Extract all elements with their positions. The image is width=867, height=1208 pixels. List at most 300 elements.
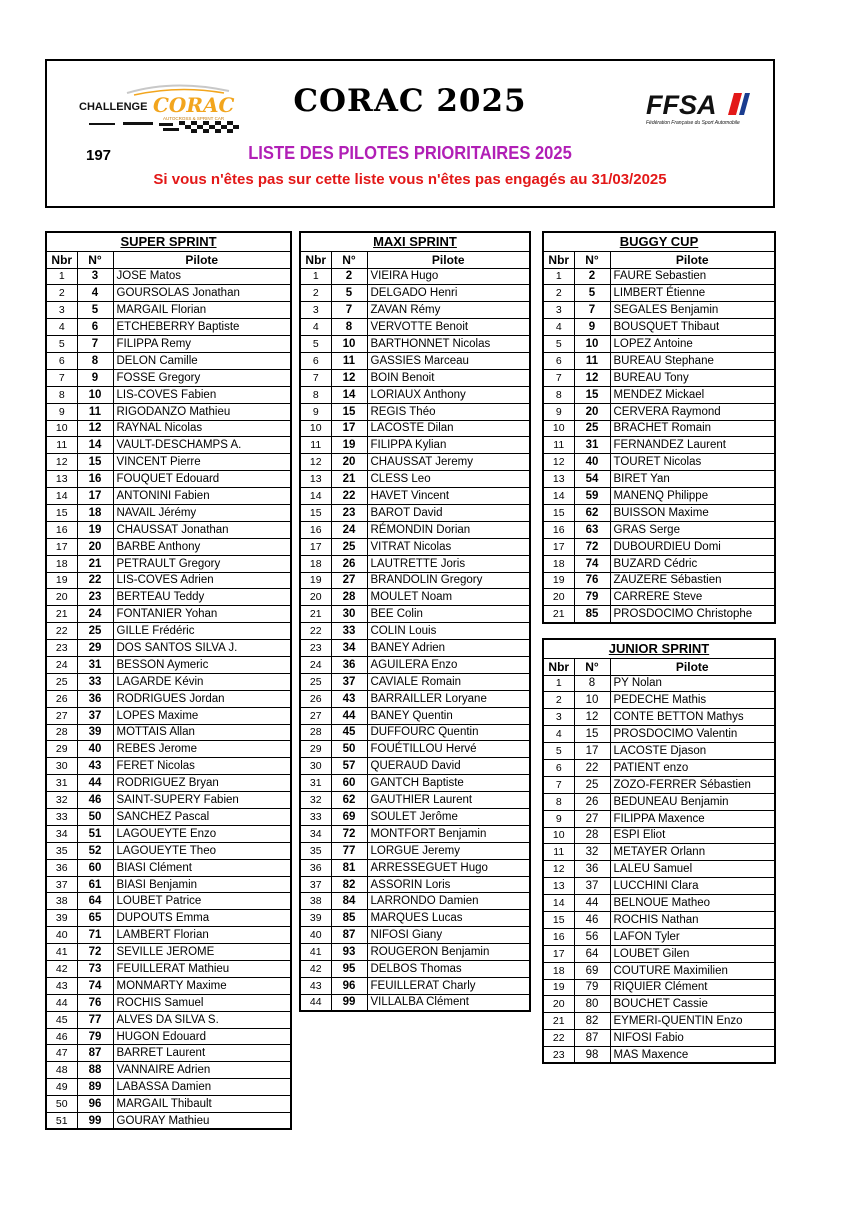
- race-number: 43: [77, 758, 113, 775]
- pilot-name: PEDECHE Mathis: [610, 692, 775, 709]
- table-row: [46, 420, 291, 437]
- table-row: [543, 827, 775, 844]
- table-row: [46, 488, 291, 505]
- table-row: [46, 859, 291, 876]
- race-number: 76: [77, 994, 113, 1011]
- pilot-name: MARQUES Lucas: [367, 910, 530, 927]
- row-index: 4: [300, 319, 331, 336]
- race-number: 65: [77, 910, 113, 927]
- column-header-pilot: Pilote: [610, 658, 775, 675]
- table-row: [300, 792, 530, 809]
- table-row: [543, 979, 775, 996]
- pilot-name: REGIS Théo: [367, 403, 530, 420]
- pilot-name: CERVERA Raymond: [610, 403, 775, 420]
- row-index: 25: [300, 673, 331, 690]
- row-index: 2: [300, 285, 331, 302]
- race-number: 27: [331, 572, 367, 589]
- pilot-name: VANNAIRE Adrien: [113, 1062, 291, 1079]
- row-index: 15: [543, 911, 574, 928]
- pilot-name: FEUILLERAT Charly: [367, 977, 530, 994]
- pilot-name: HAVET Vincent: [367, 488, 530, 505]
- table-row: [46, 285, 291, 302]
- pilot-name: ROCHIS Samuel: [113, 994, 291, 1011]
- race-number: 79: [77, 1028, 113, 1045]
- pilot-name: FILIPPA Maxence: [610, 810, 775, 827]
- pilot-name: PROSDOCIMO Christophe: [610, 606, 775, 623]
- row-index: 32: [46, 792, 77, 809]
- pilot-name: COLIN Louis: [367, 623, 530, 640]
- table-row: [46, 673, 291, 690]
- pilot-name: AGUILERA Enzo: [367, 656, 530, 673]
- pilot-name: LOUBET Patrice: [113, 893, 291, 910]
- pilot-name: ROCHIS Nathan: [610, 911, 775, 928]
- row-index: 15: [543, 504, 574, 521]
- pilot-name: MOULET Noam: [367, 589, 530, 606]
- corac-logo-word1: CHALLENGE: [79, 101, 148, 113]
- row-index: 45: [46, 1011, 77, 1028]
- table-row: [300, 741, 530, 758]
- table-row: [46, 1096, 291, 1113]
- table-row: [543, 1013, 775, 1030]
- pilot-name: FOUQUET Edouard: [113, 471, 291, 488]
- table-row: [543, 302, 775, 319]
- row-index: 34: [46, 825, 77, 842]
- column-header-number: N°: [77, 251, 113, 268]
- race-number: 17: [574, 743, 610, 760]
- row-index: 1: [543, 675, 574, 692]
- table-row: [46, 1011, 291, 1028]
- pilot-name: NAVAIL Jérémy: [113, 504, 291, 521]
- pilot-name: BOIN Benoit: [367, 369, 530, 386]
- pilot-name: RAYNAL Nicolas: [113, 420, 291, 437]
- pilot-name: PETRAULT Gregory: [113, 555, 291, 572]
- pilot-name: VITRAT Nicolas: [367, 538, 530, 555]
- pilot-name: BIASI Clément: [113, 859, 291, 876]
- row-index: 48: [46, 1062, 77, 1079]
- table-row: [300, 994, 530, 1011]
- row-index: 14: [543, 895, 574, 912]
- row-index: 21: [46, 606, 77, 623]
- pilot-name: LALEU Samuel: [610, 861, 775, 878]
- pilot-name: JOSE Matos: [113, 268, 291, 285]
- table-row: [46, 724, 291, 741]
- race-number: 11: [331, 352, 367, 369]
- table-row: [300, 454, 530, 471]
- table-row: [46, 994, 291, 1011]
- table-row: [543, 810, 775, 827]
- column-header-number: N°: [331, 251, 367, 268]
- table-row: [300, 825, 530, 842]
- column-header-number: N°: [574, 658, 610, 675]
- table-row: [300, 352, 530, 369]
- table-row: [543, 675, 775, 692]
- table-row: [300, 977, 530, 994]
- pilot-name: FILIPPA Kylian: [367, 437, 530, 454]
- race-number: 20: [331, 454, 367, 471]
- table-row: [543, 336, 775, 353]
- row-index: 18: [300, 555, 331, 572]
- race-number: 57: [331, 758, 367, 775]
- row-index: 25: [46, 673, 77, 690]
- table-row: [46, 792, 291, 809]
- pilot-name: PATIENT enzo: [610, 759, 775, 776]
- table-row: [300, 961, 530, 978]
- row-index: 31: [300, 775, 331, 792]
- row-index: 7: [543, 776, 574, 793]
- race-number: 69: [331, 809, 367, 826]
- page-title: CORAC 2025: [293, 83, 527, 119]
- race-number: 69: [574, 962, 610, 979]
- row-index: 44: [300, 994, 331, 1011]
- row-index: 35: [46, 842, 77, 859]
- row-index: 2: [46, 285, 77, 302]
- table-row: [543, 454, 775, 471]
- table-row: [543, 776, 775, 793]
- race-number: 14: [77, 437, 113, 454]
- table-row: [46, 893, 291, 910]
- row-index: 6: [300, 352, 331, 369]
- row-index: 38: [300, 893, 331, 910]
- pilot-name: SANCHEZ Pascal: [113, 809, 291, 826]
- race-number: 76: [574, 572, 610, 589]
- row-index: 16: [543, 521, 574, 538]
- race-number: 87: [331, 927, 367, 944]
- table-row: [46, 352, 291, 369]
- pilot-name: LORGUE Jeremy: [367, 842, 530, 859]
- race-number: 52: [77, 842, 113, 859]
- race-number: 74: [77, 977, 113, 994]
- table-row: [300, 859, 530, 876]
- pilot-name: ZOZO-FERRER Sébastien: [610, 776, 775, 793]
- race-number: 36: [574, 861, 610, 878]
- table-row: [46, 454, 291, 471]
- pilot-name: FOSSE Gregory: [113, 369, 291, 386]
- race-number: 82: [574, 1013, 610, 1030]
- race-number: 46: [77, 792, 113, 809]
- race-number: 12: [574, 709, 610, 726]
- row-index: 10: [543, 827, 574, 844]
- pilot-name: BANEY Quentin: [367, 707, 530, 724]
- table-row: [46, 504, 291, 521]
- table-row: [46, 336, 291, 353]
- table-row: [46, 589, 291, 606]
- row-index: 5: [46, 336, 77, 353]
- table-row: [300, 842, 530, 859]
- race-number: 61: [77, 876, 113, 893]
- row-index: 14: [300, 488, 331, 505]
- row-index: 13: [46, 471, 77, 488]
- table-row: [300, 336, 530, 353]
- pilot-name: RODRIGUES Jordan: [113, 690, 291, 707]
- race-number: 5: [574, 285, 610, 302]
- pilot-name: GAUTHIER Laurent: [367, 792, 530, 809]
- pilot-name: CHAUSSAT Jonathan: [113, 521, 291, 538]
- pilot-name: BUREAU Stephane: [610, 352, 775, 369]
- row-index: 9: [46, 403, 77, 420]
- row-index: 14: [46, 488, 77, 505]
- row-index: 26: [46, 690, 77, 707]
- race-number: 11: [77, 403, 113, 420]
- row-index: 42: [300, 961, 331, 978]
- table-row: [543, 471, 775, 488]
- pilot-name: GOURAY Mathieu: [113, 1113, 291, 1130]
- pilot-name: FAURE Sebastien: [610, 268, 775, 285]
- pilot-name: DELON Camille: [113, 352, 291, 369]
- table-row: [46, 555, 291, 572]
- row-index: 23: [543, 1047, 574, 1064]
- race-number: 15: [574, 386, 610, 403]
- row-index: 21: [543, 606, 574, 623]
- race-number: 6: [77, 319, 113, 336]
- race-number: 25: [574, 420, 610, 437]
- table-row: [46, 302, 291, 319]
- race-number: 22: [574, 759, 610, 776]
- race-number: 72: [574, 538, 610, 555]
- race-number: 44: [77, 775, 113, 792]
- race-number: 33: [77, 673, 113, 690]
- row-index: 26: [300, 690, 331, 707]
- row-index: 8: [300, 386, 331, 403]
- pilot-name: MOTTAIS Allan: [113, 724, 291, 741]
- row-index: 42: [46, 961, 77, 978]
- table-row: [543, 319, 775, 336]
- table-row: [46, 319, 291, 336]
- pilot-name: GRAS Serge: [610, 521, 775, 538]
- race-number: 12: [77, 420, 113, 437]
- pilot-name: GASSIES Marceau: [367, 352, 530, 369]
- buggy-cup-table: [542, 231, 776, 624]
- row-index: 37: [46, 876, 77, 893]
- pilot-name: EYMERI-QUENTIN Enzo: [610, 1013, 775, 1030]
- race-number: 10: [331, 336, 367, 353]
- pilot-name: VAULT-DESCHAMPS A.: [113, 437, 291, 454]
- pilot-name: MAS Maxence: [610, 1047, 775, 1064]
- row-index: 11: [46, 437, 77, 454]
- pilot-name: FERNANDEZ Laurent: [610, 437, 775, 454]
- table-row: [300, 572, 530, 589]
- table-row: [543, 928, 775, 945]
- table-row: [46, 910, 291, 927]
- table-row: [46, 369, 291, 386]
- pilot-name: BARBE Anthony: [113, 538, 291, 555]
- race-number: 30: [331, 606, 367, 623]
- table-row: [300, 876, 530, 893]
- table-row: [46, 961, 291, 978]
- row-index: 20: [46, 589, 77, 606]
- pilot-name: ASSORIN Loris: [367, 876, 530, 893]
- race-number: 31: [77, 656, 113, 673]
- row-index: 30: [300, 758, 331, 775]
- race-number: 12: [331, 369, 367, 386]
- race-number: 25: [574, 776, 610, 793]
- row-index: 5: [543, 336, 574, 353]
- table-row: [300, 944, 530, 961]
- table-row: [543, 606, 775, 623]
- race-number: 98: [574, 1047, 610, 1064]
- race-number: 50: [331, 741, 367, 758]
- pilot-name: ANTONINI Fabien: [113, 488, 291, 505]
- table-row: [543, 420, 775, 437]
- table-row: [543, 572, 775, 589]
- row-index: 20: [543, 589, 574, 606]
- table-row: [46, 386, 291, 403]
- pilot-name: GANTCH Baptiste: [367, 775, 530, 792]
- row-index: 20: [300, 589, 331, 606]
- row-index: 24: [300, 656, 331, 673]
- row-index: 50: [46, 1096, 77, 1113]
- race-number: 60: [77, 859, 113, 876]
- table-row: [543, 437, 775, 454]
- race-number: 23: [331, 504, 367, 521]
- race-number: 10: [574, 336, 610, 353]
- row-index: 28: [46, 724, 77, 741]
- race-number: 7: [331, 302, 367, 319]
- row-index: 22: [543, 1030, 574, 1047]
- row-index: 44: [46, 994, 77, 1011]
- row-index: 3: [300, 302, 331, 319]
- pilot-name: ETCHEBERRY Baptiste: [113, 319, 291, 336]
- race-number: 54: [574, 471, 610, 488]
- race-number: 24: [77, 606, 113, 623]
- race-number: 2: [331, 268, 367, 285]
- table-row: [46, 606, 291, 623]
- pilot-name: LARRONDO Damien: [367, 893, 530, 910]
- race-number: 33: [331, 623, 367, 640]
- pilot-name: VERVOTTE Benoit: [367, 319, 530, 336]
- pilot-name: ZAVAN Rémy: [367, 302, 530, 319]
- race-number: 15: [331, 403, 367, 420]
- column-header-pilot: Pilote: [113, 251, 291, 268]
- pilot-name: LAGARDE Kévin: [113, 673, 291, 690]
- table-row: [46, 809, 291, 826]
- row-index: 17: [300, 538, 331, 555]
- race-number: 23: [77, 589, 113, 606]
- row-index: 11: [300, 437, 331, 454]
- row-index: 7: [543, 369, 574, 386]
- table-row: [300, 640, 530, 657]
- table-row: [543, 488, 775, 505]
- race-number: 8: [77, 352, 113, 369]
- pilot-name: ARRESSEGUET Hugo: [367, 859, 530, 876]
- table-row: [46, 1062, 291, 1079]
- row-index: 1: [300, 268, 331, 285]
- row-index: 2: [543, 285, 574, 302]
- table-row: [543, 844, 775, 861]
- row-index: 24: [46, 656, 77, 673]
- table-row: [543, 521, 775, 538]
- corac-logo-word2: CORAC: [153, 93, 235, 117]
- super-sprint-title: SUPER SPRINT: [46, 232, 291, 251]
- row-index: 22: [46, 623, 77, 640]
- pilot-name: NIFOSI Giany: [367, 927, 530, 944]
- race-number: 72: [77, 944, 113, 961]
- pilot-name: QUERAUD David: [367, 758, 530, 775]
- row-index: 7: [300, 369, 331, 386]
- table-row: [300, 302, 530, 319]
- race-number: 43: [331, 690, 367, 707]
- row-index: 17: [543, 945, 574, 962]
- race-number: 88: [77, 1062, 113, 1079]
- row-index: 6: [46, 352, 77, 369]
- pilot-name: BERTEAU Teddy: [113, 589, 291, 606]
- pilot-name: ALVES DA SILVA S.: [113, 1011, 291, 1028]
- pilot-name: LAFON Tyler: [610, 928, 775, 945]
- table-row: [543, 743, 775, 760]
- table-row: [543, 793, 775, 810]
- pilot-name: LACOSTE Dilan: [367, 420, 530, 437]
- row-index: 4: [46, 319, 77, 336]
- table-row: [46, 623, 291, 640]
- row-index: 8: [543, 386, 574, 403]
- pilot-name: BUREAU Tony: [610, 369, 775, 386]
- pilot-name: CHAUSSAT Jeremy: [367, 454, 530, 471]
- row-index: 14: [543, 488, 574, 505]
- pilot-name: METAYER Orlann: [610, 844, 775, 861]
- row-index: 3: [543, 302, 574, 319]
- table-row: [300, 893, 530, 910]
- table-row: [543, 878, 775, 895]
- table-row: [300, 809, 530, 826]
- junior-sprint-header-row: [543, 658, 775, 675]
- row-index: 40: [46, 927, 77, 944]
- race-number: 4: [77, 285, 113, 302]
- race-number: 20: [574, 403, 610, 420]
- ffsa-logo: [646, 87, 758, 127]
- race-number: 62: [331, 792, 367, 809]
- row-index: 19: [46, 572, 77, 589]
- column-header-nbr: Nbr: [543, 658, 574, 675]
- race-number: 37: [77, 707, 113, 724]
- pilot-name: REBES Jerome: [113, 741, 291, 758]
- pilot-name: HUGON Edouard: [113, 1028, 291, 1045]
- row-index: 5: [300, 336, 331, 353]
- table-row: [300, 656, 530, 673]
- row-index: 30: [46, 758, 77, 775]
- table-row: [46, 927, 291, 944]
- row-index: 9: [543, 810, 574, 827]
- corac-logo-subtitle: AUTOCROSS & SPRINT CAR: [163, 116, 225, 121]
- pilot-name: BOUCHET Cassie: [610, 996, 775, 1013]
- race-number: 8: [331, 319, 367, 336]
- race-number: 74: [574, 555, 610, 572]
- race-number: 25: [77, 623, 113, 640]
- pilot-name: GILLE Frédéric: [113, 623, 291, 640]
- race-number: 18: [77, 504, 113, 521]
- race-number: 51: [77, 825, 113, 842]
- row-index: 49: [46, 1079, 77, 1096]
- pilot-name: ESPI Eliot: [610, 827, 775, 844]
- ffsa-logo-text: FFSA: [646, 90, 717, 120]
- pilot-name: VIEIRA Hugo: [367, 268, 530, 285]
- row-index: 9: [300, 403, 331, 420]
- table-row: [543, 555, 775, 572]
- race-number: 72: [331, 825, 367, 842]
- race-number: 22: [331, 488, 367, 505]
- table-row: [46, 1079, 291, 1096]
- pilot-name: BEDUNEAU Benjamin: [610, 793, 775, 810]
- pilot-name: LACOSTE Djason: [610, 743, 775, 760]
- pilot-name: LIS-COVES Fabien: [113, 386, 291, 403]
- row-index: 1: [543, 268, 574, 285]
- pilot-name: LORIAUX Anthony: [367, 386, 530, 403]
- table-row: [300, 690, 530, 707]
- row-index: 21: [300, 606, 331, 623]
- pilot-name: BUZARD Cédric: [610, 555, 775, 572]
- table-row: [46, 842, 291, 859]
- table-row: [46, 690, 291, 707]
- row-index: 27: [300, 707, 331, 724]
- race-number: 9: [77, 369, 113, 386]
